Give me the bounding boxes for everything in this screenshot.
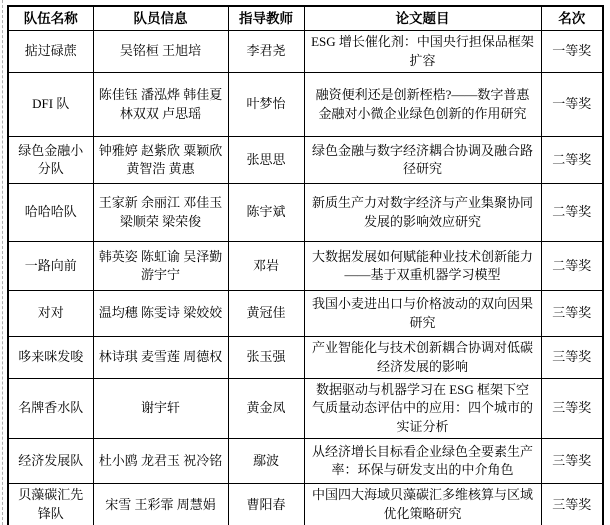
cell-title: 产业智能化与技术创新耦合协调对低碳经济发展的影响: [304, 337, 541, 379]
cell-team: 经济发展队: [8, 439, 93, 484]
header-member-info: 队员信息: [93, 6, 228, 31]
header-advisor: 指导教师: [228, 6, 304, 31]
cell-rank: 二等奖: [541, 137, 603, 184]
cell-rank: 一等奖: [541, 31, 603, 73]
cell-members: 王家新 余丽江 邓佳玉 梁顺荣 梁荣俊: [93, 184, 228, 242]
cell-team: 名牌香水队: [8, 378, 93, 438]
cell-team: 对对: [8, 291, 93, 337]
cell-advisor: 邓岩: [228, 242, 304, 291]
cell-rank: 二等奖: [541, 242, 603, 291]
header-team-name: 队伍名称: [8, 6, 93, 31]
cell-team: 哈哈哈队: [8, 184, 93, 242]
header-paper-title: 论文题目: [304, 6, 541, 31]
cell-title: 我国小麦进出口与价格波动的双向因果研究: [304, 291, 541, 337]
cell-team: 哆来咪发唆: [8, 337, 93, 379]
table-row: [8, 31, 603, 73]
cell-advisor: 黄金凤: [228, 378, 304, 438]
cell-members: 钟雅婷 赵紫欣 粟颖欣 黄智浩 黄惠: [93, 137, 228, 184]
cell-members: 吴铭桓 王旭培: [93, 31, 228, 73]
table-row: [8, 184, 603, 242]
table-row: [8, 337, 603, 379]
cell-members: 温均穗 陈雯诗 梁姣姣: [93, 291, 228, 337]
cell-advisor: 张玉强: [228, 337, 304, 379]
table-row: [8, 73, 603, 137]
table-row: [8, 378, 603, 438]
cell-rank: 三等奖: [541, 337, 603, 379]
cell-members: 宋雪 王彩霏 周慧娟: [93, 484, 228, 525]
cell-team: 贝藻碳汇先锋队: [8, 484, 93, 525]
header-row: [8, 6, 603, 31]
cell-rank: 一等奖: [541, 73, 603, 137]
header-rank: 名次: [541, 6, 603, 31]
cell-rank: 三等奖: [541, 291, 603, 337]
page-margin-dashed-line: [2, 0, 3, 525]
cell-members: 谢宇轩: [93, 378, 228, 438]
table-row: [8, 484, 603, 525]
cell-advisor: 叶梦怡: [228, 73, 304, 137]
cell-team: 绿色金融小分队: [8, 137, 93, 184]
cell-advisor: 黄冠佳: [228, 291, 304, 337]
cell-advisor: 李君尧: [228, 31, 304, 73]
cell-rank: 三等奖: [541, 484, 603, 525]
cell-title: 中国四大海域贝藻碳汇多维核算与区域优化策略研究: [304, 484, 541, 525]
table-row: [8, 439, 603, 484]
cell-rank: 二等奖: [541, 184, 603, 242]
cell-title: 融资便利还是创新桎梏?——数字普惠金融对小微企业绿色创新的作用研究: [304, 73, 541, 137]
table-row: [8, 242, 603, 291]
cell-title: ESG 增长催化剂：中国央行担保品框架扩容: [304, 31, 541, 73]
cell-team: DFI 队: [8, 73, 93, 137]
cell-members: 杜小鸥 龙君玉 祝冷铭: [93, 439, 228, 484]
cell-title: 从经济增长目标看企业绿色全要素生产率：环保与研发支出的中介角色: [304, 439, 541, 484]
cell-rank: 三等奖: [541, 439, 603, 484]
cell-advisor: 陈宇斌: [228, 184, 304, 242]
cell-members: 韩英姿 陈虹谕 吴泽勤 游宇宁: [93, 242, 228, 291]
cell-title: 数据驱动与机器学习在 ESG 框架下空气质量动态评估中的应用：四个城市的实证分析: [304, 378, 541, 438]
cell-advisor: 张思思: [228, 137, 304, 184]
cell-team: 一路向前: [8, 242, 93, 291]
cell-title: 新质生产力对数字经济与产业集聚协同发展的影响效应研究: [304, 184, 541, 242]
cell-title: 大数据发展如何赋能种业技术创新能力——基于双重机器学习模型: [304, 242, 541, 291]
table-row: [8, 137, 603, 184]
table-row: [8, 291, 603, 337]
cell-advisor: 曹阳春: [228, 484, 304, 525]
cell-advisor: 鄢波: [228, 439, 304, 484]
cell-team: 掂过碌蔗: [8, 31, 93, 73]
cell-title: 绿色金融与数字经济耦合协调及融合路径研究: [304, 137, 541, 184]
cell-members: 陈佳钰 潘泓烨 韩佳夏 林双双 卢思瑶: [93, 73, 228, 137]
cell-rank: 三等奖: [541, 378, 603, 438]
cell-members: 林诗琪 麦雪莲 周德权: [93, 337, 228, 379]
awards-table: [7, 5, 604, 525]
